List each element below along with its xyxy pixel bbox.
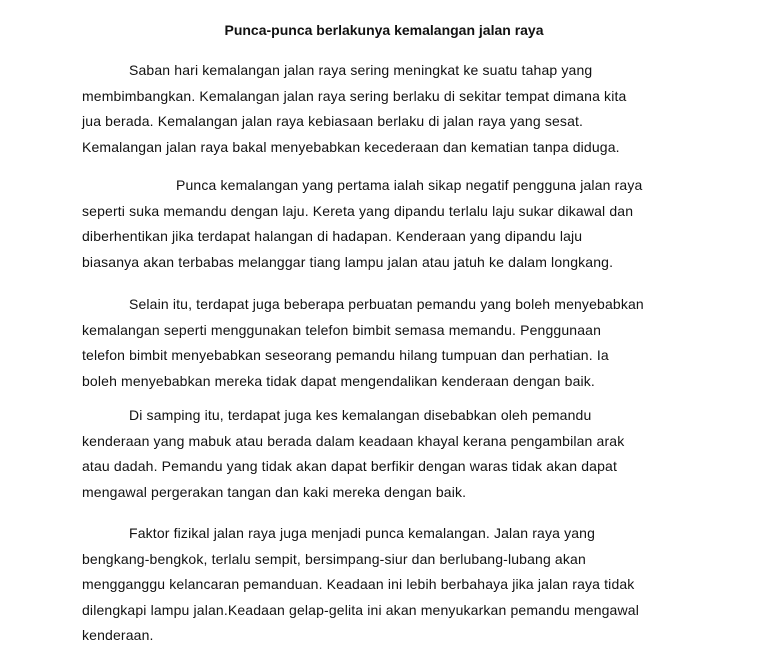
- paragraph-line: atau dadah. Pemandu yang tidak akan dapat berfikir dengan waras tidak akan dapat: [82, 458, 618, 474]
- paragraph-road-condition: [82, 521, 697, 649]
- paragraph-line: biasanya akan terbabas melanggar tiang lampu jalan atau jatuh ke dalam longkang.: [82, 253, 614, 270]
- paragraph-drunk-driving: [82, 403, 697, 505]
- paragraph-line: telefon bimbit menyebabkan seseorang pemandu hilang tumpuan dan perhatian. Ia: [82, 347, 609, 363]
- paragraph-line: membimbangkan. Kemalangan jalan raya sering berlaku di sekitar tempat dimana kita: [82, 87, 627, 104]
- paragraph-first-cause: [82, 173, 697, 275]
- paragraph-line: diberhentikan jika terdapat halangan di hadapan. Kenderaan yang dipandu laju: [82, 228, 583, 244]
- paragraph-line: Saban hari kemalangan jalan raya sering meningkat ke suatu tahap yang: [129, 62, 593, 78]
- paragraph-line: seperti suka memandu dengan laju. Kereta yang dipandu terlalu laju sukar dikawal dan: [82, 202, 634, 219]
- paragraph-line: bengkang-bengkok, terlalu sempit, bersimpang-siur dan berlubang-lubang akan: [82, 550, 586, 567]
- paragraph-line: mengganggu kelancaran pemanduan. Keadaan ini lebih berbahaya jika jalan raya tidak: [82, 576, 635, 592]
- paragraph-line: kenderaan.: [82, 627, 154, 643]
- paragraph-intro: [82, 58, 697, 160]
- paragraph-phone-use: [82, 292, 697, 394]
- document-title: Punca-punca berlakunya kemalangan jalan raya: [224, 22, 544, 38]
- paragraph-line: Selain itu, terdapat juga beberapa perbuatan pemandu yang boleh menyebabkan: [129, 296, 644, 312]
- paragraph-line: boleh menyebabkan mereka tidak dapat mengendalikan kenderaan dengan baik.: [82, 372, 595, 389]
- paragraph-line: dilengkapi lampu jalan.Keadaan gelap-gelita ini akan menyukarkan pemandu mengawal: [82, 601, 639, 618]
- paragraph-line: kemalangan seperti menggunakan telefon bimbit semasa memandu. Penggunaan: [82, 321, 602, 338]
- paragraph-line: Punca kemalangan yang pertama ialah sikap negatif pengguna jalan raya: [176, 177, 643, 193]
- paragraph-line: mengawal pergerakan tangan dan kaki mereka dengan baik.: [82, 483, 467, 500]
- paragraph-line: kenderaan yang mabuk atau berada dalam keadaan khayal kerana pengambilan arak: [82, 432, 625, 449]
- paragraph-line: Di samping itu, terdapat juga kes kemalangan disebabkan oleh pemandu: [129, 407, 592, 423]
- paragraph-line: Faktor fizikal jalan raya juga menjadi punca kemalangan. Jalan raya yang: [129, 525, 596, 541]
- paragraph-line: Kemalangan jalan raya bakal menyebabkan kecederaan dan kematian tanpa diduga.: [82, 138, 620, 155]
- paragraph-line: jua berada. Kemalangan jalan raya kebiasaan berlaku di jalan raya yang sesat.: [82, 113, 584, 129]
